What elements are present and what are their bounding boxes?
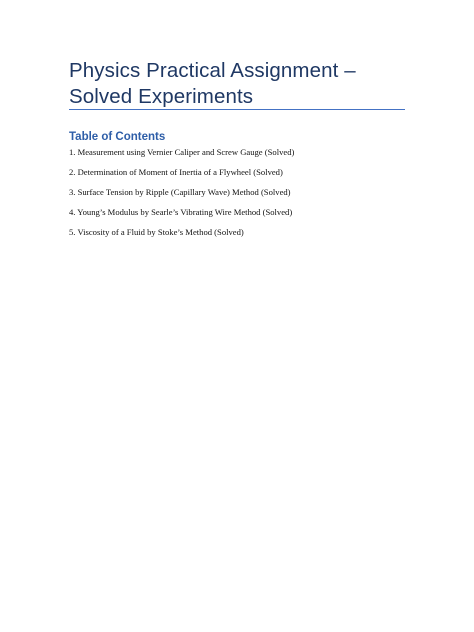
title-underline — [69, 109, 405, 110]
toc-item-2: 2. Determination of Moment of Inertia of a Flywheel (Solved) — [69, 167, 283, 177]
document-title: Physics Practical Assignment – Solved Experiments — [69, 59, 356, 108]
toc-heading: Table of Contents — [69, 131, 166, 143]
toc-item-3: 3. Surface Tension by Ripple (Capillary Wave) Method (Solved) — [69, 187, 291, 197]
toc-item-5: 5. Viscosity of a Fluid by Stoke’s Method (Solved) — [69, 227, 244, 237]
toc-item-4: 4. Young’s Modulus by Searle’s Vibrating Wire Method (Solved) — [69, 207, 293, 217]
toc-item-1: 1. Measurement using Vernier Caliper and Screw Gauge (Solved) — [69, 147, 295, 157]
toc-list — [69, 147, 409, 247]
